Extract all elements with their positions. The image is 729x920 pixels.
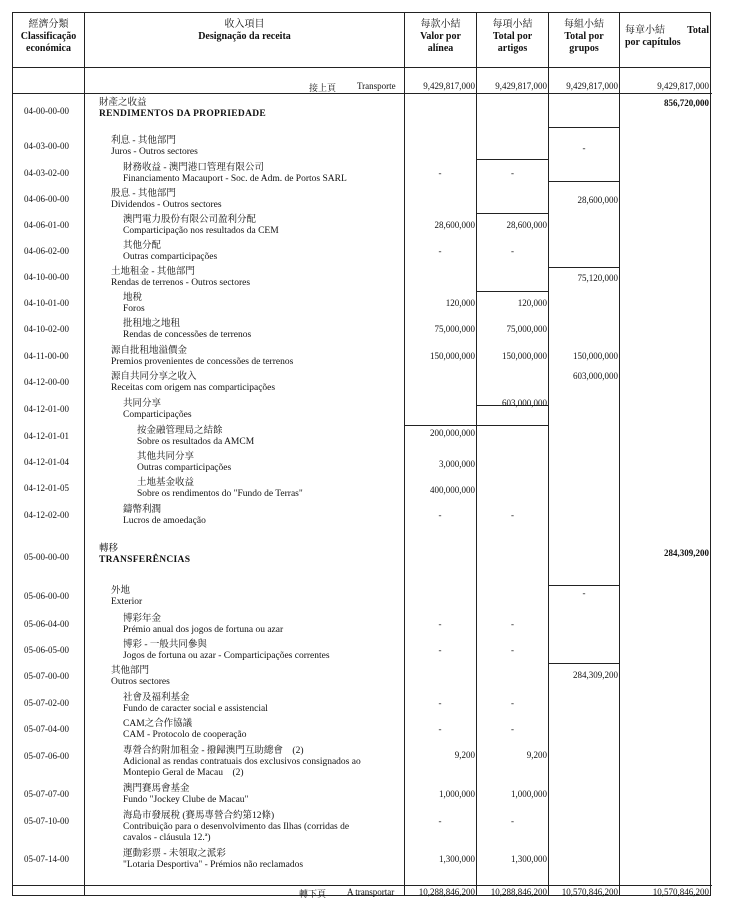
row-divider	[13, 885, 712, 886]
row-label-pt: Outros sectores	[111, 677, 170, 687]
row-label-zh: 土地租金 - 其他部門	[111, 267, 195, 277]
value-alinea: 150,000,000	[430, 351, 475, 361]
row-code: 04-12-01-05	[24, 483, 69, 493]
row-code: 04-12-02-00	[24, 510, 69, 520]
cell-border	[549, 663, 619, 664]
row-designation	[137, 478, 303, 500]
header-text: 每項小結	[492, 19, 533, 30]
header-text: 每款小結	[420, 19, 461, 30]
row-code: 05-07-06-00	[24, 751, 69, 761]
row-label-zh: 批租地之地租	[123, 319, 181, 329]
row-code: 05-07-02-00	[24, 698, 69, 708]
row-code: 04-06-01-00	[24, 220, 69, 230]
value-alinea: 28,600,000	[434, 220, 475, 230]
row-designation	[123, 849, 303, 871]
cell-border	[405, 425, 548, 426]
cell-border	[477, 291, 548, 292]
value-alinea: 1,300,000	[439, 854, 475, 864]
row-label-zh: CAM之合作協議	[123, 719, 193, 729]
header-text: por capítulos	[625, 37, 681, 48]
value-grupos: -	[582, 588, 586, 598]
header-text: artigos	[497, 43, 528, 54]
row-code: 04-00-00-00	[24, 106, 69, 116]
header-text: 每章小結	[625, 25, 665, 36]
row-label-pt: Sobre os rendimentos do "Fundo de Terras"	[137, 489, 303, 499]
row-designation	[123, 241, 217, 263]
header-text: Valor por	[420, 31, 461, 42]
row-label-zh: 澳門電力股份有限公司盈利分配	[123, 215, 257, 225]
row-designation	[123, 693, 268, 715]
value-capitulos: 856,720,000	[664, 98, 709, 108]
value-grupos: -	[582, 143, 586, 153]
cell-border	[549, 267, 619, 268]
value-artigos: 75,000,000	[506, 324, 547, 334]
row-designation	[137, 426, 254, 448]
row-label-pt: RENDIMENTOS DA PROPRIEDADE	[99, 109, 267, 119]
transport-zh: 轉下頁	[299, 889, 327, 899]
row-label-zh: 博彩 - 一般共同參與	[123, 640, 207, 650]
header-divider	[13, 67, 710, 68]
row-code: 05-06-04-00	[24, 619, 69, 629]
row-label-pt: Fundo de caracter social e assistencial	[123, 704, 268, 714]
row-code: 05-07-04-00	[24, 724, 69, 734]
row-label-pt: Contribuição para o desenvolvimento das Ilhas (corridas de	[123, 822, 350, 832]
header-text: Total	[687, 25, 709, 36]
row-label-zh: 財產之收益	[99, 98, 147, 108]
row-label-zh: 源自批租地溢價金	[111, 346, 188, 356]
header-text: alínea	[427, 43, 454, 54]
value-alinea: 400,000,000	[430, 485, 475, 495]
value-artigos: -	[511, 510, 514, 520]
row-code: 04-06-02-00	[24, 246, 69, 256]
value-artigos: 9,429,817,000	[495, 81, 547, 91]
row-label-pt: Exterior	[111, 597, 143, 607]
row-label-zh: 財務收益 - 澳門港口管理有限公司	[123, 163, 264, 173]
header-artigos	[477, 19, 548, 55]
header-text: Total por	[492, 31, 533, 42]
row-designation	[111, 372, 275, 394]
value-artigos: 28,600,000	[506, 220, 547, 230]
header-text: Designação da receita	[198, 31, 291, 42]
value-alinea: -	[438, 698, 442, 708]
row-label-pt: Comparticipação nos resultados da CEM	[123, 226, 279, 236]
cell-border	[477, 213, 548, 214]
row-label-pt: Adicional as rendas contratuais dos exclusivos consignados ao	[123, 757, 361, 767]
col-divider	[548, 13, 549, 895]
value-artigos: -	[511, 168, 514, 178]
row-code: 05-07-10-00	[24, 816, 69, 826]
row-code: 05-06-00-00	[24, 591, 69, 601]
value-alinea: -	[438, 246, 442, 256]
value-alinea: 10,288,846,200	[418, 887, 475, 897]
value-alinea: 120,000	[445, 298, 475, 308]
row-code: 04-10-02-00	[24, 324, 69, 334]
row-designation	[99, 98, 266, 120]
header-text: 經濟分類	[28, 19, 69, 30]
row-label-pt: Rendas de concessões de terrenos	[123, 330, 252, 340]
col-divider	[84, 13, 85, 895]
value-artigos: -	[511, 724, 514, 734]
row-code: 04-06-00-00	[24, 194, 69, 204]
row-label-zh: 澳門賽馬會基金	[123, 784, 190, 794]
row-label-pt: TRANSFERÊNCIAS	[99, 555, 191, 565]
value-alinea: 9,200	[454, 750, 475, 760]
row-designation	[111, 346, 293, 368]
row-label-pt: Outras comparticipações	[137, 463, 232, 473]
row-code: 04-12-01-04	[24, 457, 69, 467]
row-code: 05-00-00-00	[24, 552, 69, 562]
col-divider	[476, 13, 477, 895]
value-alinea: -	[438, 724, 442, 734]
row-label-zh: 博彩年金	[123, 614, 162, 624]
row-designation	[123, 163, 347, 185]
row-designation	[111, 136, 198, 158]
row-designation	[123, 784, 248, 806]
row-code: 05-07-14-00	[24, 854, 69, 864]
row-code: 04-12-01-01	[24, 431, 69, 441]
row-label-pt: cavalos - cláusula 12.ª)	[123, 833, 211, 843]
row-label-zh: 共同分享	[123, 399, 162, 409]
row-code: 05-07-00-00	[24, 671, 69, 681]
row-designation	[111, 189, 222, 211]
value-grupos: 9,429,817,000	[566, 81, 618, 91]
col-divider	[404, 13, 405, 895]
header-designation	[85, 19, 404, 43]
row-label-pt: Montepio Geral de Macau (2)	[123, 768, 244, 778]
row-designation	[123, 505, 206, 527]
row-label-zh: 源自共同分享之收入	[111, 372, 197, 382]
header-alinea	[405, 19, 476, 55]
row-label-zh: 鑄幣利潤	[123, 505, 162, 515]
row-designation	[123, 319, 251, 341]
value-alinea: 75,000,000	[434, 324, 475, 334]
row-label-pt: Outras comparticipações	[123, 252, 218, 262]
value-grupos: 603,000,000	[573, 371, 618, 381]
value-alinea: -	[438, 619, 442, 629]
row-label-zh: 其他分配	[123, 241, 162, 251]
cell-border	[549, 585, 619, 586]
transport-pt: A transportar	[347, 887, 395, 897]
value-artigos: -	[511, 816, 514, 826]
cell-border	[477, 159, 548, 160]
value-grupos: 150,000,000	[573, 351, 618, 361]
value-artigos: 120,000	[517, 298, 547, 308]
value-alinea: 3,000,000	[439, 459, 475, 469]
row-label-zh: 其他部門	[111, 666, 150, 676]
cell-border	[549, 181, 619, 182]
header-text: grupos	[569, 43, 599, 54]
row-designation	[123, 614, 283, 636]
cell-border	[549, 127, 619, 128]
value-alinea: -	[438, 816, 442, 826]
value-artigos: -	[511, 619, 514, 629]
row-label-pt: "Lotaria Desportiva" - Prémios não reclamados	[123, 860, 304, 870]
row-designation	[137, 452, 231, 474]
row-designation	[123, 811, 349, 844]
value-alinea: 200,000,000	[430, 428, 475, 438]
row-label-zh: 外地	[111, 586, 131, 596]
row-label-zh: 地稅	[123, 293, 143, 303]
row-label-zh: 土地基金收益	[137, 478, 195, 488]
value-grupos: 284,309,200	[573, 670, 618, 680]
row-label-pt: Lucros de amoedação	[123, 516, 206, 526]
row-label-zh: 轉移	[99, 544, 119, 554]
value-grupos: 75,120,000	[577, 273, 618, 283]
header-grupos	[549, 19, 619, 55]
row-label-zh: 按金融管理局之結餘	[137, 426, 223, 436]
budget-table	[12, 12, 711, 899]
value-artigos: -	[511, 645, 514, 655]
value-artigos: 10,288,846,200	[490, 887, 547, 897]
value-artigos: 1,000,000	[511, 789, 547, 799]
row-code: 04-12-00-00	[24, 377, 69, 387]
row-label-pt: Financiamento Macauport - Soc. de Adm. de Portos SARL	[123, 174, 347, 184]
row-label-pt: Prémio anual dos jogos de fortuna ou azar	[123, 625, 284, 635]
row-code: 04-12-01-00	[24, 404, 69, 414]
transport-pt: Transporte	[357, 81, 396, 91]
row-label-zh: 專營合約附加租金 - 撥歸澳門互助總會 (2)	[123, 746, 304, 756]
row-designation	[123, 399, 192, 421]
transport-zh: 接上頁	[309, 83, 337, 93]
row-label-pt: Jogos de fortuna ou azar - Comparticipações correntes	[123, 651, 330, 661]
value-alinea: 1,000,000	[439, 789, 475, 799]
row-label-pt: Receitas com origem nas comparticipações	[111, 383, 276, 393]
row-divider	[13, 93, 712, 94]
col-divider	[619, 13, 620, 895]
header-text: 每組小結	[564, 19, 604, 30]
row-designation	[99, 544, 190, 566]
value-artigos: 9,200	[526, 750, 547, 760]
header-text: 收入項目	[224, 19, 265, 30]
row-label-zh: 社會及福利基金	[123, 693, 190, 703]
row-designation	[123, 640, 330, 662]
value-artigos: 150,000,000	[502, 351, 547, 361]
row-label-zh: 運動彩票 - 未領取之派彩	[123, 849, 226, 859]
row-designation	[123, 719, 246, 741]
row-code: 04-03-02-00	[24, 168, 69, 178]
value-alinea: -	[438, 510, 442, 520]
header-text: Classificação	[20, 31, 77, 42]
row-code: 05-06-05-00	[24, 645, 69, 655]
row-code: 05-07-07-00	[24, 789, 69, 799]
value-capitulos: 9,429,817,000	[657, 81, 709, 91]
row-code: 04-10-00-00	[24, 272, 69, 282]
row-designation	[111, 267, 250, 289]
value-alinea: -	[438, 168, 442, 178]
row-label-zh: 海島市發展稅 (賽馬專營合約第12條)	[123, 811, 275, 821]
row-designation	[123, 746, 361, 779]
row-designation	[111, 586, 142, 608]
row-code: 04-10-01-00	[24, 298, 69, 308]
row-code: 04-03-00-00	[24, 141, 69, 151]
row-label-pt: Foros	[123, 304, 145, 314]
row-label-pt: CAM - Protocolo de cooperação	[123, 730, 247, 740]
value-capitulos: 284,309,200	[664, 548, 709, 558]
row-designation	[123, 293, 145, 315]
row-label-pt: Rendas de terrenos - Outros sectores	[111, 278, 251, 288]
row-designation	[111, 666, 170, 688]
row-label-pt: Comparticipações	[123, 410, 192, 420]
value-artigos: 1,300,000	[511, 854, 547, 864]
value-artigos: 603,000,000	[502, 398, 547, 408]
value-grupos: 10,570,846,200	[561, 887, 618, 897]
row-label-pt: Juros - Outros sectores	[111, 147, 198, 157]
value-artigos: -	[511, 698, 514, 708]
header-capitulos	[625, 25, 709, 49]
row-label-zh: 股息 - 其他部門	[111, 189, 176, 199]
value-artigos: -	[511, 246, 514, 256]
row-label-pt: Premios provenientes de concessões de terrenos	[111, 357, 294, 367]
row-label-zh: 利息 - 其他部門	[111, 136, 176, 146]
header-text: Total por	[564, 31, 604, 42]
row-designation	[123, 215, 279, 237]
value-alinea: 9,429,817,000	[423, 81, 475, 91]
value-grupos: 28,600,000	[577, 195, 618, 205]
row-code: 04-11-00-00	[24, 351, 69, 361]
row-label-pt: Fundo "Jockey Clube de Macau"	[123, 795, 249, 805]
row-label-zh: 其他共同分享	[137, 452, 195, 462]
row-label-pt: Dividendos - Outros sectores	[111, 200, 222, 210]
header-classification	[13, 19, 84, 55]
value-capitulos: 10,570,846,200	[652, 887, 709, 897]
row-label-pt: Sobre os resultados da AMCM	[137, 437, 255, 447]
value-alinea: -	[438, 645, 442, 655]
header-text: económica	[26, 43, 71, 54]
